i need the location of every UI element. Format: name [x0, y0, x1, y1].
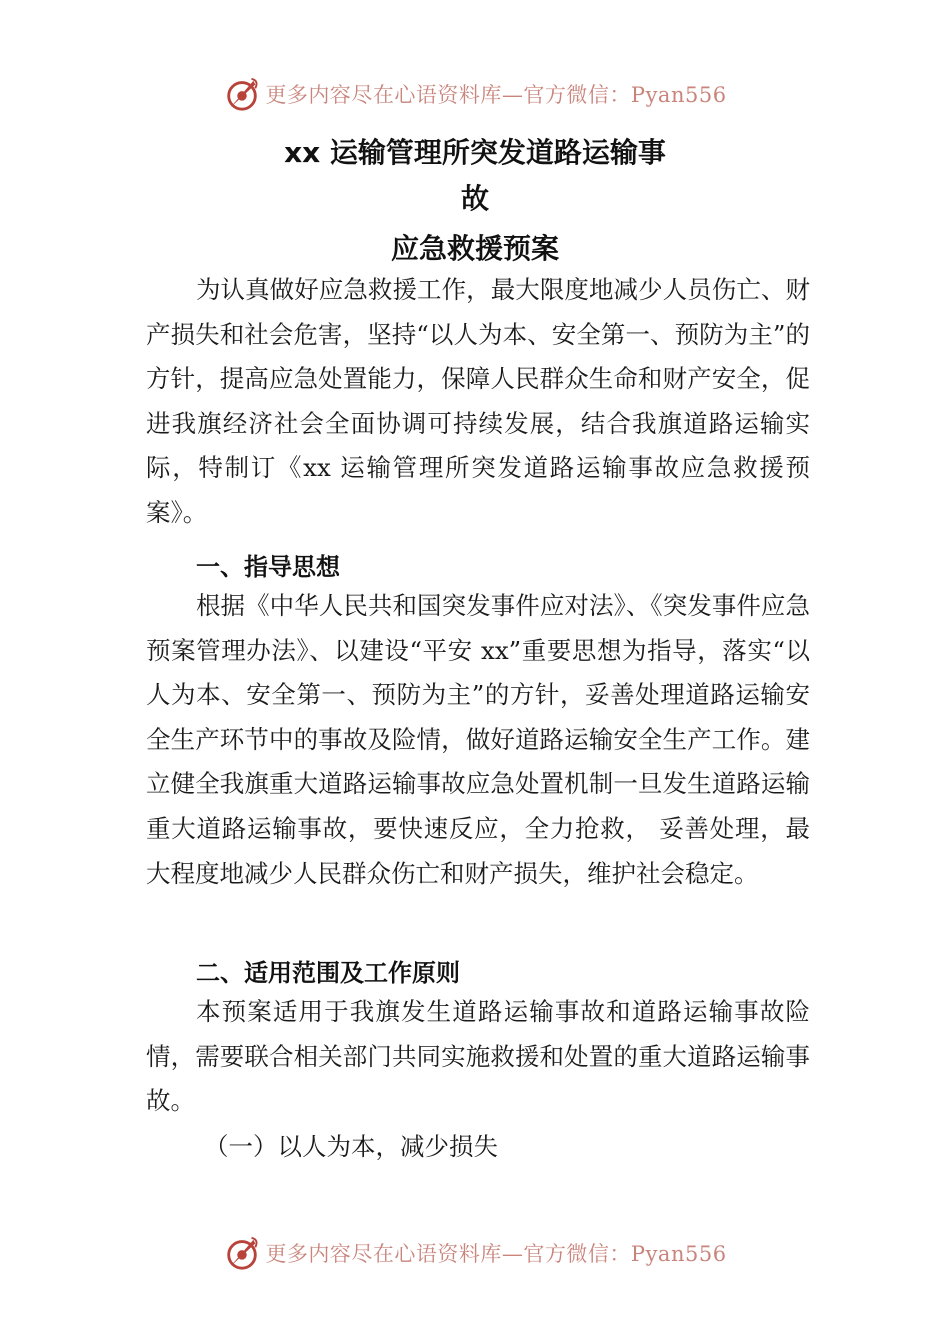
quill-logo-icon [223, 1234, 261, 1272]
document-title-line-1: xx 运输管理所突发道路运输事 [284, 136, 666, 169]
banner-text: 更多内容尽在心语资料库—官方微信：Pyan556 [265, 1242, 727, 1266]
quill-logo-icon [223, 75, 261, 113]
header-banner [0, 74, 950, 114]
section-heading-guiding-ideology: 一、指导思想 [196, 553, 340, 581]
subsection-heading-1: （一）以人为本，减少损失 [204, 1132, 498, 1161]
banner-text: 更多内容尽在心语资料库—官方微信：Pyan556 [265, 83, 727, 107]
footer-banner [0, 1233, 950, 1273]
section-2-paragraph: 本预案适用于我旗发生道路运输事故和道路运输事故险情，需要联合相关部门共同实施救援和处置的重大道路运输事故。 [146, 997, 810, 1116]
intro-paragraph: 为认真做好应急救援工作，最大限度地减少人员伤亡、财产损失和社会危害，坚持“以人为本、安全第一、预防为主”的方针，提高应急处置能力，保障人民群众生命和财产安全，促进我旗经济社会全面协调可持续发展，结合我旗道路运输实际，特制订《xx 运输管理所突发道路运输事故应急救援预案》。 [146, 275, 810, 527]
section-heading-scope-principles: 二、适用范围及工作原则 [196, 959, 460, 987]
document-title-line-3: 应急救援预案 [390, 232, 559, 265]
section-1-paragraph: 根据《中华人民共和国突发事件应对法》、《突发事件应急预案管理办法》、以建设“平安 xx”重要思想为指导，落实“以人为本、安全第一、预防为主”的方针，妥善处理道路运输安全生产环节中的事故及险情，做好道路运输安全生产工作。建立健全我旗重大道路运输事故应急处置机制一旦发生道路运输重大道路运输事故，要快速反应，全力抢救， 妥善处理，最大程度地减少人民群众伤亡和财产损失，维护社会稳定。 [146, 591, 810, 888]
document-title-line-2: 故 [460, 182, 489, 215]
